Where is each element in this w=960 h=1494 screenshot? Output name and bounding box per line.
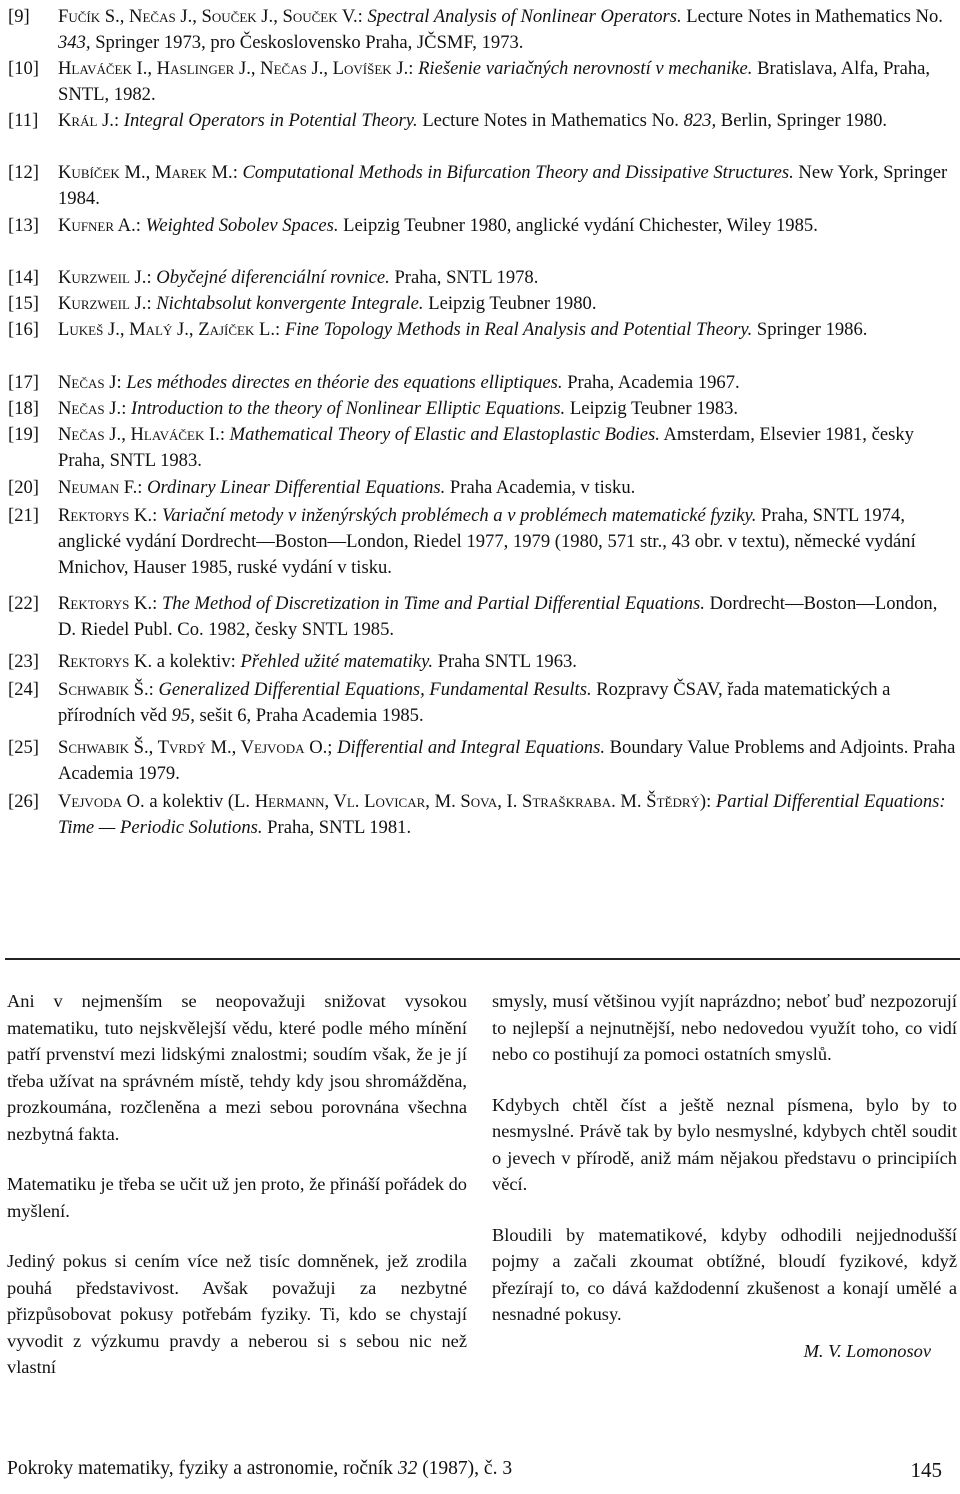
- reference-title: Introduction to the theory of Nonlinear Elliptic Equations.: [131, 398, 566, 419]
- reference-volume: 823,: [683, 110, 717, 131]
- reference-text-segment: Bratislava, Alfa, Praha, SNTL, 1982.: [58, 58, 931, 105]
- reference-number: [14]: [8, 267, 39, 288]
- reference-number: [15]: [8, 293, 39, 314]
- reference-number: [10]: [8, 58, 39, 79]
- reference-number: [22]: [8, 593, 39, 614]
- reference-title: Weighted Sobolev Spaces.: [145, 215, 339, 236]
- page-footer: [7, 1458, 952, 1480]
- reference-item: [8, 422, 956, 474]
- reference-text: [58, 265, 956, 291]
- reference-number: [18]: [8, 398, 39, 419]
- reference-title: Mathematical Theory of Elastic and Elastoplastic Bodies.: [229, 424, 660, 445]
- reference-item: [8, 789, 956, 841]
- reference-authors: Kubíček M., Marek M.: [58, 162, 233, 183]
- reference-authors: Rektorys K.: [58, 505, 153, 526]
- reference-volume: 95,: [171, 705, 195, 726]
- reference-number: [25]: [8, 737, 39, 758]
- reference-authors: Rektorys K.: [58, 651, 153, 672]
- reference-text-segment: :: [148, 679, 159, 700]
- reference-authors: Vejvoda O.: [58, 791, 145, 812]
- reference-title: Obyčejné diferenciální rovnice.: [156, 267, 390, 288]
- reference-item: [8, 291, 956, 317]
- reference-authors: Kurzweil J.: [58, 267, 147, 288]
- reference-item: [8, 213, 956, 239]
- reference-volume: 343,: [58, 32, 91, 53]
- reference-authors: Kufner A.: [58, 215, 136, 236]
- reference-item: [8, 649, 956, 675]
- reference-text-segment: sešit 6, Praha Academia 1985.: [194, 705, 424, 726]
- reference-item: [8, 160, 956, 212]
- quote-column-left: [7, 988, 467, 1405]
- reference-text-segment: :: [275, 319, 285, 340]
- reference-text: [58, 160, 956, 212]
- reference-authors: Hlaváček I., Haslinger J., Nečas J., Lovíšek J.: [58, 58, 409, 79]
- reference-authors: Fučík S., Nečas J., Souček J., Souček V.: [58, 6, 358, 27]
- reference-number: [12]: [8, 162, 39, 183]
- reference-text-segment: a kolektiv (: [144, 791, 235, 812]
- reference-text-segment: :: [408, 58, 419, 79]
- reference-title: Spectral Analysis of Nonlinear Operators.: [367, 6, 682, 27]
- reference-text-segment: :: [146, 267, 157, 288]
- reference-number: [16]: [8, 319, 39, 340]
- reference-text-segment: ):: [699, 791, 716, 812]
- reference-text-segment: Praha Academia, v tisku.: [445, 477, 636, 498]
- reference-text-segment: :: [152, 593, 162, 614]
- reference-title: Generalized Differential Equations, Fundamental Results.: [158, 679, 592, 700]
- section-divider: [5, 958, 960, 960]
- reference-text-segment: Praha SNTL 1963.: [433, 651, 577, 672]
- reference-text: [58, 370, 956, 396]
- reference-text-segment: New York, Springer 1984.: [58, 162, 948, 209]
- reference-text-segment: Leipzig Teubner 1980, anglické vydání Chichester, Wiley 1985.: [338, 215, 818, 236]
- reference-title: Variační metody v inženýrských problémech a v problémech matematické fyziky.: [161, 505, 757, 526]
- journal-name: Pokroky matematiky, fyziky a astronomie, ročník: [7, 1458, 398, 1479]
- reference-item: [8, 591, 956, 643]
- page-number: 145: [910, 1458, 942, 1482]
- reference-text-segment: Springer 1973, pro Československo Praha, JČSMF, 1973.: [90, 32, 524, 53]
- reference-number: [20]: [8, 477, 39, 498]
- reference-text-segment: a kolektiv:: [152, 651, 241, 672]
- reference-text: [58, 422, 956, 474]
- reference-authors: Nečas J: [58, 372, 117, 393]
- reference-text: [58, 108, 956, 134]
- reference-item: [8, 503, 956, 581]
- reference-title: Riešenie variačných nerovností v mechanike.: [418, 58, 753, 79]
- reference-authors: Nečas J.: [58, 398, 122, 419]
- reference-text-segment: :: [357, 6, 368, 27]
- reference-text-segment: Rozpravy ČSAV, řada matematických a přírodních věd: [58, 679, 891, 726]
- reference-text-segment: Praha, Academia 1967.: [562, 372, 740, 393]
- reference-number: [17]: [8, 372, 39, 393]
- reference-authors: Schwabik Š., Tvrdý M., Vejvoda O.: [58, 737, 328, 758]
- reference-text: [58, 396, 956, 422]
- reference-title: Differential and Integral Equations.: [337, 737, 605, 758]
- reference-text-segment: Praha, SNTL 1981.: [262, 817, 412, 838]
- reference-number: [11]: [8, 110, 39, 131]
- reference-text-segment: Springer 1986.: [752, 319, 868, 340]
- reference-text-segment: Boundary Value Problems and Adjoints. Praha Academia 1979.: [58, 737, 956, 784]
- reference-number: [23]: [8, 651, 39, 672]
- journal-volume: 32: [397, 1458, 418, 1479]
- reference-text-segment: :: [219, 424, 230, 445]
- reference-text: [58, 291, 956, 317]
- reference-item: [8, 317, 956, 343]
- quote-paragraph: smysly, musí většinou vyjít naprázdno; neboť buď nezpozorují to nejlepší a nejnutnější, nebo nedovedou využít toho, co vidí nebo co postihují za pomoci ostatních smyslů.: [492, 991, 957, 1064]
- quote-paragraph: Ani v nejmenším se neopovažuji snižovat vysokou matematiku, tuto nejskvělejší vědu, které podle mého mínění patří prvenství mezi lidskými znalostmi; soudím však, že je jí třeba užívat na správném místě, tehdy kdy jsou shromážděna, prozkoumána, rozčleněna a mezi sebou porovnána všechna nezbytná fakta.: [7, 991, 467, 1144]
- reference-text-segment: :: [232, 162, 243, 183]
- reference-item: [8, 735, 956, 787]
- reference-text: [58, 649, 956, 675]
- reference-text: [58, 475, 956, 501]
- quote-column-right: [492, 988, 957, 1364]
- reference-text-segment: ;: [327, 737, 338, 758]
- quote-paragraph: Matematiku je třeba se učit už jen proto, že přináší pořádek do myšlení.: [7, 1174, 467, 1221]
- reference-text: [58, 789, 956, 841]
- reference-title: Partial Differential Equations: Time — Periodic Solutions.: [58, 791, 946, 838]
- reference-title: The Method of Discretization in Time and Partial Differential Equations.: [161, 593, 705, 614]
- reference-authors: Lukeš J., Malý J., Zajíček L.: [58, 319, 276, 340]
- reference-text-segment: :: [137, 477, 148, 498]
- reference-text-segment: :: [121, 398, 132, 419]
- reference-text: [58, 4, 956, 56]
- reference-text: [58, 677, 956, 729]
- reference-text-segment: Dordrecht—Boston—London, D. Riedel Publ. Co. 1982, česky SNTL 1985.: [58, 593, 938, 640]
- reference-text-segment: :: [116, 372, 127, 393]
- quote-paragraph: Bloudili by matematikové, kdyby odhodili nejjednodušší pojmy a začali zkoumat obtížné, bloudí fyzikové, když přezírají to, co dává každodenní zkušenost a konají umělé a nesnadné pokusy.: [492, 1224, 957, 1324]
- reference-item: [8, 396, 956, 422]
- reference-item: [8, 475, 956, 501]
- reference-text-segment: Leipzig Teubner 1983.: [565, 398, 739, 419]
- reference-text: [58, 213, 956, 239]
- reference-title: Nichtabsolut konvergente Integrale.: [156, 293, 424, 314]
- reference-title: Les méthodes directes en théorie des equations elliptiques.: [126, 372, 563, 393]
- reference-text: [58, 317, 956, 343]
- reference-text-segment: Amsterdam, Elsevier 1981, česky Praha, SNTL 1983.: [58, 424, 914, 471]
- reference-item: [8, 370, 956, 396]
- reference-authors: Kurzweil J.: [58, 293, 147, 314]
- reference-text-segment: :: [152, 505, 162, 526]
- journal-issue: (1987), č. 3: [417, 1458, 513, 1479]
- reference-title: Integral Operators in Potential Theory.: [123, 110, 418, 131]
- reference-text-segment: :: [135, 215, 146, 236]
- quote-signature: M. V. Lomonosov: [803, 1340, 931, 1361]
- reference-text-segment: :: [146, 293, 157, 314]
- reference-item: [8, 677, 956, 729]
- reference-title: Ordinary Linear Differential Equations.: [147, 477, 446, 498]
- reference-text-segment: Praha, SNTL 1974, anglické vydání Dordrecht—Boston—London, Riedel 1977, 1979 (1980, 571 str., 43 obr. v textu), německé vydání Mnichov, Hauser 1985, ruské vydání v tisku.: [58, 505, 916, 578]
- reference-text: [58, 735, 956, 787]
- quote-paragraph: Kdybych chtěl číst a ještě neznal písmena, bylo by to nesmyslné. Právě tak by bylo nesmyslné, kdybych chtěl soudit o jevech v přírodě, aniž mám nějakou představu o principiích věcí.: [492, 1094, 957, 1194]
- reference-authors: Schwabik Š.: [58, 679, 149, 700]
- reference-item: [8, 56, 956, 108]
- reference-number: [13]: [8, 215, 39, 236]
- reference-text: [58, 503, 956, 581]
- reference-text-segment: :: [113, 110, 124, 131]
- reference-text-segment: Berlin, Springer 1980.: [716, 110, 888, 131]
- reference-text-segment: Praha, SNTL 1978.: [389, 267, 539, 288]
- reference-text-segment: Lecture Notes in Mathematics No.: [417, 110, 684, 131]
- reference-text: [58, 56, 956, 108]
- reference-coauthors: L. Hermann, Vl. Lovicar, M. Sova, I. Straškraba. M. Štědrý: [234, 791, 700, 812]
- reference-text: [58, 591, 956, 643]
- quote-paragraph: Jediný pokus si cením více než tisíc domněnek, jež zrodila pouhá představivost. Avšak považuji za nezbytné přizpůsobovat pokusy potřebám fyziky. Ti, kdo se chystají vyvodit z výzkumu pravdy a neberou si s sebou nic než vlastní: [7, 1251, 467, 1377]
- reference-authors: Rektorys K.: [58, 593, 153, 614]
- reference-item: [8, 4, 956, 56]
- reference-text-segment: Leipzig Teubner 1980.: [423, 293, 597, 314]
- reference-item: [8, 265, 956, 291]
- reference-title: Fine Topology Methods in Real Analysis and Potential Theory.: [284, 319, 753, 340]
- reference-item: [8, 108, 956, 134]
- reference-authors: Neuman F.: [58, 477, 138, 498]
- reference-number: [26]: [8, 791, 39, 812]
- reference-number: [19]: [8, 424, 39, 445]
- reference-number: [9]: [8, 6, 30, 27]
- reference-number: [24]: [8, 679, 39, 700]
- reference-authors: Král J.: [58, 110, 114, 131]
- reference-title: Computational Methods in Bifurcation Theory and Dissipative Structures.: [242, 162, 794, 183]
- reference-authors: Nečas J., Hlaváček I.: [58, 424, 220, 445]
- reference-title: Přehled užité matematiky.: [240, 651, 434, 672]
- reference-text-segment: Lecture Notes in Mathematics No.: [681, 6, 943, 27]
- reference-number: [21]: [8, 505, 39, 526]
